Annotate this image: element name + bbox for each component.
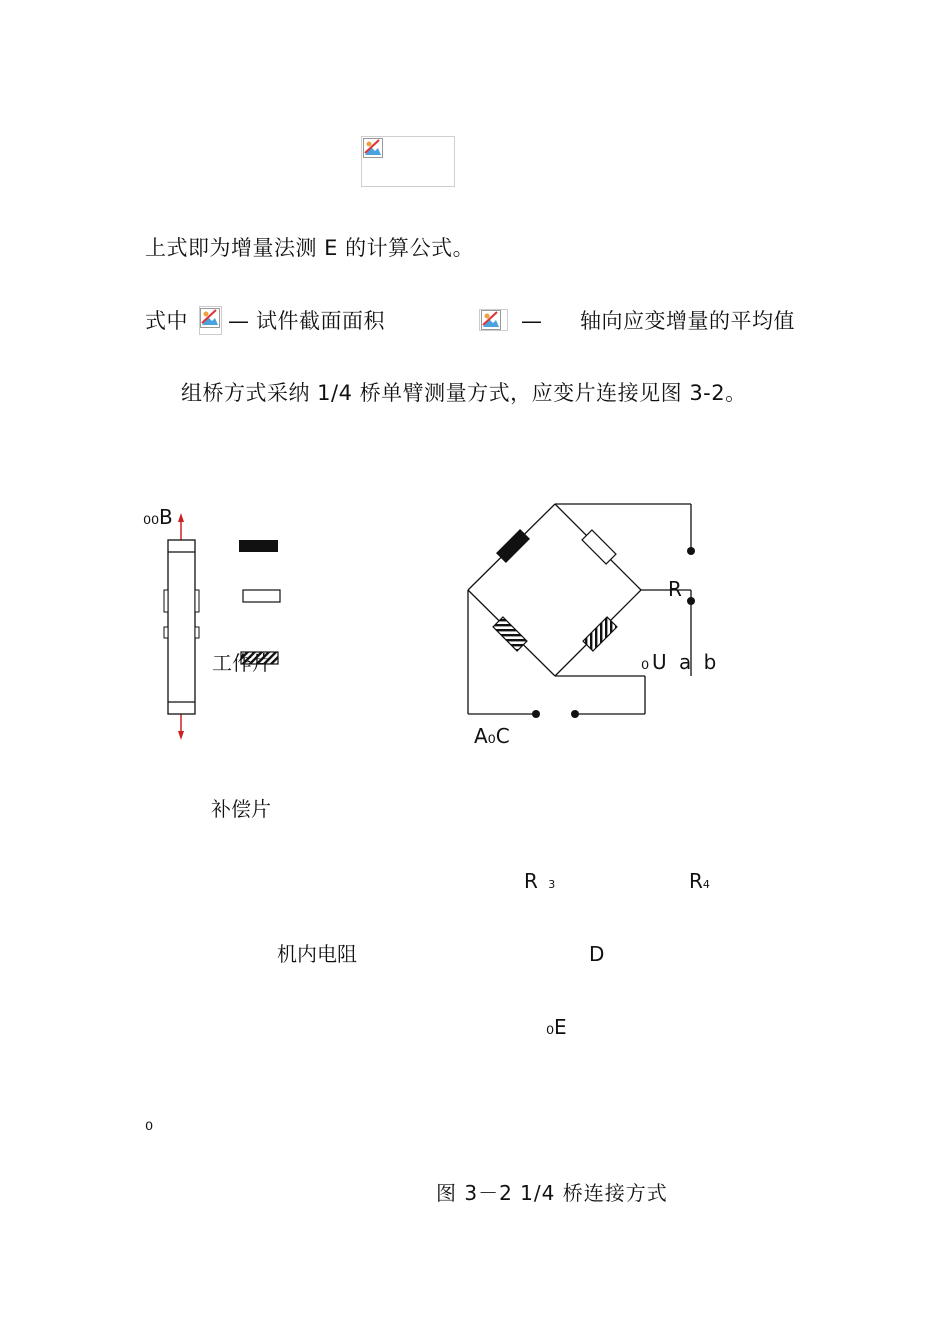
- definition-dash-1: —: [228, 309, 250, 333]
- label-r4: [689, 871, 710, 891]
- label-d: D: [589, 942, 605, 966]
- terminal-a: [532, 710, 540, 718]
- label-r: R: [668, 577, 682, 601]
- legend-internal-resistor: [239, 540, 278, 552]
- label-loose: ₀: [145, 1111, 154, 1135]
- terminal-b: [687, 547, 695, 555]
- label-e: ₀E: [546, 1015, 567, 1039]
- bridge-working-gauge-right: [583, 617, 617, 651]
- bridge-internal-resistor: [496, 529, 530, 563]
- paragraph-formula-note: 上式即为增量法测 E 的计算公式。: [145, 236, 475, 260]
- specimen-bar: [164, 513, 199, 740]
- bridge-compensating-gauge: [582, 530, 616, 564]
- label-top-left: ₀₀B: [143, 505, 173, 529]
- definitions-prefix: 式中: [145, 309, 188, 333]
- label-uab: ₀U a b: [641, 650, 720, 674]
- paragraph-bridge-method: 组桥方式采纳 1/4 桥单臂测量方式，应变片连接见图 3-2。: [181, 381, 747, 405]
- figure-caption: 图 3－2 1/4 桥连接方式: [436, 1181, 668, 1205]
- label-r4-main: R: [689, 869, 703, 893]
- definition-area: 试件截面面积: [256, 309, 385, 333]
- terminal-c: [571, 710, 579, 718]
- label-working-gauge: 工作片: [212, 651, 272, 675]
- terminal-r: [687, 597, 695, 605]
- bridge-diamond: [468, 504, 691, 714]
- label-r3-sub: 3: [548, 878, 556, 891]
- label-ac: A₀C: [474, 724, 510, 748]
- bridge-working-gauge-left: [493, 617, 527, 651]
- label-compensating-gauge: 补偿片: [211, 797, 271, 821]
- definition-dash-2: —: [521, 309, 543, 333]
- label-r3-main: R: [524, 869, 538, 893]
- label-r4-sub: 4: [702, 878, 710, 891]
- definition-strain: 轴向应变增量的平均值: [580, 309, 795, 333]
- legend-compensating-gauge: [243, 590, 280, 602]
- label-r3: [524, 871, 555, 891]
- label-internal-resistor: 机内电阻: [277, 942, 357, 966]
